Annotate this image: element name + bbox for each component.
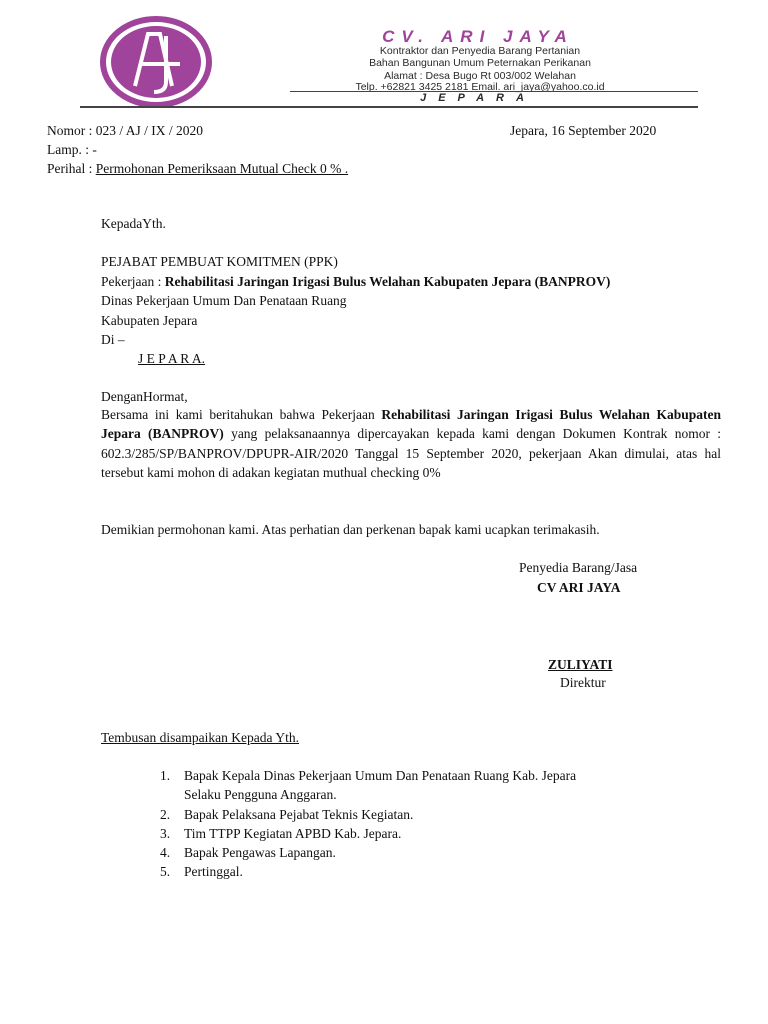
list-text: Pertinggal. (184, 864, 243, 880)
list-number: 3. (160, 825, 171, 841)
subject-line (47, 159, 348, 178)
letter-number: Nomor : 023 / AJ / IX / 2020 (47, 123, 204, 138)
recipient-place: J E P A R A. (138, 351, 206, 366)
attachment-line: Lamp. : - (47, 142, 97, 157)
signature-role: Penyedia Barang/Jasa (519, 560, 638, 575)
header-bottom-divider (80, 106, 698, 108)
salutation: DenganHormat, (101, 389, 188, 404)
subject-label: Perihal : (47, 161, 96, 176)
company-city: JEPARA (420, 92, 536, 104)
company-address: Alamat : Desa Bugo Rt 003/002 Welahan (384, 70, 576, 82)
closing-sentence: Demikian permohonan kami. Atas perhatian dan perkenan bapak kami ucapkan terimakasih. (101, 522, 600, 537)
body-text-rest: yang pelaksanaannya dipercayakan kepada kami dengan Dokumen Kontrak nomor : 602.3/285/SP/BANPROV/DPUPR-AIR/2020 Tanggal 15 September 2020, pekerjaan Akan dimulai, atas hal tersebut kami mohon di adakan kegiatan muthual checking 0% (101, 426, 721, 480)
recipient-office: Dinas Pekerjaan Umum Dan Penataan Ruang (101, 293, 347, 308)
copies-heading (101, 728, 299, 747)
letter-date: Jepara, 16 September 2020 (510, 123, 657, 138)
company-tagline-1: Kontraktor dan Penyedia Barang Pertanian (379, 45, 581, 57)
company-name: CV. ARI JAYA (382, 27, 574, 46)
recipient-title: PEJABAT PEMBUAT KOMITMEN (PPK) (101, 254, 338, 269)
job-value: Rehabilitasi Jaringan Irigasi Bulus Welahan Kabupaten Jepara (BANPROV) (164, 274, 611, 289)
copies-list (160, 766, 576, 882)
list-text: Bapak Pelaksana Pejabat Teknis Kegiatan. (184, 806, 414, 822)
body-paragraph (101, 405, 721, 482)
signatory-position: Direktur (560, 675, 606, 690)
list-number: 1. (160, 768, 171, 783)
copies-list-item (160, 805, 576, 824)
list-text: Bapak Pengawas Lapangan. (184, 845, 336, 861)
company-tagline-2: Bahan Bangunan Umum Peternakan Perikanan (369, 57, 591, 69)
copies-list-item (160, 766, 576, 805)
company-contact: Telp. +62821 3425 2181 Email. ari_jaya@yahoo.co.id (355, 81, 605, 93)
copies-heading-a: Tembusan disampaikan (101, 730, 228, 745)
list-text-continued: Selaku Pengguna Anggaran. (184, 787, 337, 803)
body-project-name: Rehabilitasi Jaringan Irigasi Bulus Welahan Kabupaten Jepara (BANPROV) (101, 407, 721, 442)
recipient-job (101, 272, 610, 291)
recipient-regency: Kabupaten Jepara (101, 313, 198, 328)
copies-list-item (160, 843, 576, 862)
copies-list-item (160, 862, 576, 881)
list-text: Tim TTPP Kegiatan APBD Kab. Jepara. (184, 825, 402, 841)
letterhead (80, 14, 698, 109)
company-logo-icon (100, 16, 212, 108)
copies-heading-b: Kepada Yth. (227, 730, 300, 745)
list-number: 2. (160, 806, 171, 822)
recipient-di: Di – (101, 332, 125, 347)
job-label: Pekerjaan : (101, 274, 165, 289)
signatory-name: ZULIYATI (548, 657, 613, 672)
subject-value: Permohonan Pemeriksaan Mutual Check 0 % . (95, 161, 349, 176)
recipient-greeting: KepadaYth. (101, 216, 166, 231)
list-number: 4. (160, 845, 171, 861)
list-number: 5. (160, 864, 171, 880)
copies-list-item (160, 824, 576, 843)
list-text: Bapak Kepala Dinas Pekerjaan Umum Dan Penataan Ruang Kab. Jepara (184, 768, 577, 783)
signature-company: CV ARI JAYA (537, 580, 621, 595)
body-text-intro: Bersama ini kami beritahukan bahwa Pekerjaan (101, 407, 382, 422)
